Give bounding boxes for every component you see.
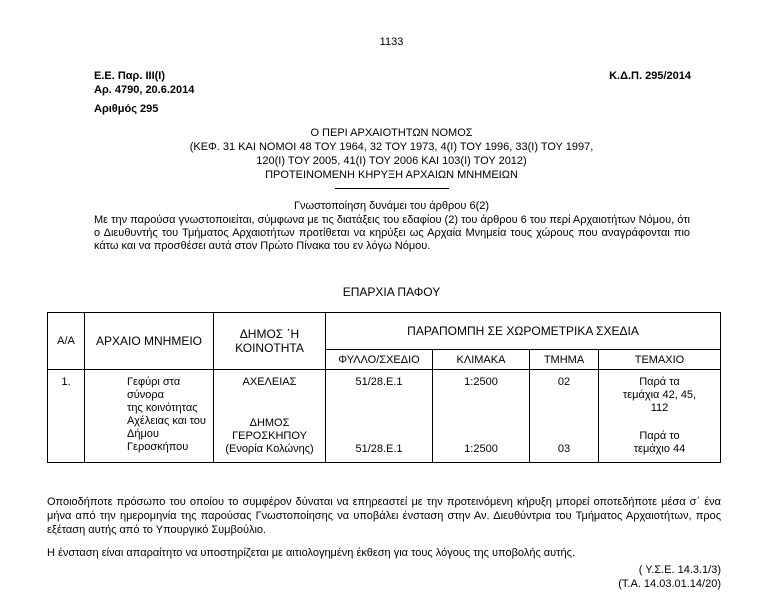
section-2: 03	[557, 443, 571, 455]
notice-heading: Γνωστοποίηση δυνάμει του άρθρου 6(2)	[293, 200, 490, 212]
header-municipality	[214, 313, 326, 370]
row-number: 1.	[48, 370, 85, 463]
municipality-cell	[214, 370, 326, 463]
monument-name-line: Δήμου Γεροσκήπου	[127, 428, 189, 453]
district-heading: ΕΠΑΡΧΙΑ ΠΑΦΟΥ	[342, 285, 441, 299]
objection-paragraph: Οποιοδήποτε πρόσωπο του οποίου το συμφέρον δύναται να επηρεαστεί με την προτεινόμενη κήρυξη μπορεί οποτεδήποτε μέσα σ΄ ένα μήνα από την ημερομηνία της παρούσας Γνωστοποίησης να υποβάλει ένσταση στην Αν. Διευθύντρια του Τμήματος Αρχαιοτήτων, προς εξέταση αυτής από το Υπουργικό Συμβούλιο.	[47, 496, 721, 536]
gazette-reference: Ε.Ε. Παρ. ΙΙΙ(Ι)	[94, 70, 166, 82]
header-municipality-line2: ΚΟΙΝΟΤΗΤΑ	[235, 341, 304, 355]
plot-1-line: τεμάχια 42, 45,	[622, 389, 697, 401]
plot-1-line: 112	[650, 402, 669, 414]
header-plot: ΤΕΜΑΧΙΟ	[599, 350, 721, 370]
municipality-2-line: ΔΗΜΟΣ	[249, 417, 290, 429]
notice-number: Αριθμός 295	[94, 103, 159, 115]
regulatory-decree-number: Κ.Δ.Π. 295/2014	[609, 70, 691, 82]
header-monument: ΑΡΧΑΙΟ ΜΝΗΜΕΙΟ	[85, 313, 214, 370]
objection-note: Η ένσταση είναι απαραίτητο να υποστηρίζεται με αιτιολογημένη έκθεση για τους λόγους της υποβολής αυτής.	[47, 547, 575, 559]
table-row	[48, 370, 721, 463]
scale-2: 1:2500	[464, 443, 498, 455]
plot-2-line: τεμάχιο 44	[633, 443, 686, 455]
municipality-1: ΑΧΕΛΕΙΑΣ	[242, 376, 297, 388]
monument-name-line: Αχέλειας και του	[127, 415, 206, 427]
monument-name-line: της κοινότητας	[127, 402, 198, 414]
plot-1-line: Παρά τα	[639, 376, 680, 388]
title-divider	[335, 188, 449, 189]
intro-paragraph: Με την παρούσα γνωστοποιείται, σύμφωνα με τις διατάξεις του εδαφίου (2) του άρθρου 6 του περί Αρχαιοτήτων Νόμου, ότι ο Διευθυντής του Τμήματος Αρχαιοτήτων προτίθεται να κηρύξει ως Αρχαία Μνημεία τους χώρους που αναγράφονται πιο κάτω και να προσθέσει αυτά στον Πρώτο Πίνακα του εν λόγω Νόμου.	[94, 214, 690, 252]
section-cell	[530, 370, 599, 463]
gazette-issue-date: Αρ. 4790, 20.6.2014	[94, 84, 195, 96]
file-reference-1: ( Υ.Σ.Ε. 14.3.1/3)	[638, 564, 721, 576]
scale-cell	[433, 370, 530, 463]
section-1: 02	[557, 376, 571, 388]
law-title: Ο ΠΕΡΙ ΑΡΧΑΙΟΤΗΤΩΝ ΝΟΜΟΣ	[310, 127, 473, 139]
header-section: ΤΜΗΜΑ	[530, 350, 599, 370]
municipality-2-line: (Ενορία Κολώνης)	[225, 443, 314, 455]
municipality-2-line: ΓΕΡΟΣΚΗΠΟΥ	[232, 430, 307, 442]
header-municipality-line1: ΔΗΜΟΣ ΄Η	[239, 327, 300, 341]
proposed-declaration-title: ΠΡΟΤΕΙΝΟΜΕΝΗ ΚΗΡΥΞΗ ΑΡΧΑΙΩΝ ΜΝΗΜΕΙΩΝ	[265, 169, 518, 181]
monument-name	[85, 370, 214, 463]
header-no: Α/Α	[48, 313, 85, 370]
header-scale: ΚΛΙΜΑΚΑ	[433, 350, 530, 370]
page-number: 1133	[379, 36, 404, 48]
law-references-line1: (ΚΕΦ. 31 ΚΑΙ ΝΟΜΟΙ 48 ΤΟΥ 1964, 32 ΤΟΥ 1973, 4(Ι) ΤΟΥ 1996, 33(Ι) ΤΟΥ 1997,	[189, 141, 594, 153]
plot-2-line: Παρά το	[639, 430, 680, 442]
monument-name-line: Γεφύρι στα σύνορα	[127, 376, 181, 401]
plot-cell	[599, 370, 721, 463]
law-references-line2: 120(Ι) ΤΟΥ 2005, 41(Ι) ΤΟΥ 2006 ΚΑΙ 103(Ι) ΤΟΥ 2012)	[256, 155, 527, 167]
sheet-cell	[326, 370, 433, 463]
scale-1: 1:2500	[464, 376, 498, 388]
header-sheet: ΦΥΛΛΟ/ΣΧΕΔΙΟ	[326, 350, 433, 370]
sheet-2: 51/28.Ε.1	[355, 443, 403, 455]
header-reference: ΠΑΡΑΠΟΜΠΗ ΣΕ ΧΩΡΟΜΕΤΡΙΚΑ ΣΧΕΔΙΑ	[326, 313, 721, 350]
file-reference-2: (Τ.Α. 14.03.01.14/20)	[618, 578, 721, 590]
monuments-table	[47, 312, 721, 463]
sheet-1: 51/28.Ε.1	[355, 376, 403, 388]
